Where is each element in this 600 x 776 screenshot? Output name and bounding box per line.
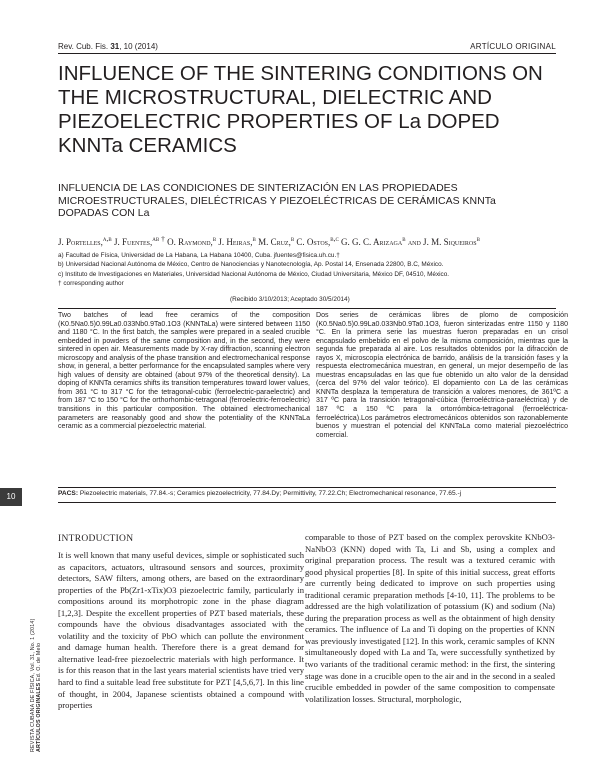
page-number-tab: 10 (0, 488, 22, 506)
author: G. G. C. Arizaga$^b$ (341, 234, 406, 247)
pacs-label: PACS: (58, 490, 79, 497)
received-dates: (Recibido 3/10/2013; Aceptado 30/5/2014) (230, 296, 350, 303)
running-header-citation (58, 42, 158, 51)
volume-number: 31 (110, 42, 120, 51)
author: and J. M. Siqueiros$^b$ (407, 234, 480, 247)
intro-paragraph-left: It is well known that many useful devices, simple or sophisticated such as capacitors, actuators, ultrasound sensors and sources, proximity detectors, SAW filters, among others, are based on the extraordinary properties of the Pb(Zr1-xTix)O3 piezoelectric family, particularly in compositions around its morphotropic zone in the phase diagram [1,2,3]. Despite the excellent properties of PZT based materials, these compounds have the obvious disadvantages associated with the volatility and the toxicity of PbO which can pollute the environment and damage human health. Therefore there is a great demand for alternative lead-free piezoelectric materials with high performance. It is for this reason that in the last years material scientists have tried very hard to find a suitable lead free substitute for PZT [4,5,6,7]. In this line of thought, in 2004, Japanese scientists obtained a compound with properties (58, 550, 304, 711)
author-list (58, 234, 578, 247)
vertical-journal-footer (30, 618, 42, 752)
pacs-rule (58, 502, 556, 503)
side-editor: Ed. O. de Melo (36, 642, 42, 681)
author: M. Cruz,$^b$ (258, 234, 295, 247)
intro-paragraph-right: comparable to those of PZT based on the complex perovskite KNbO3-NaNbO3 (KNN) doped with Ta, Li and Sb, using a complex and original preparation process. The result was a textured ceramic with good physical properties [8]. In spite of this initial success, great efforts are currently being dedicated to improve on such properties using traditional ceramic preparation methods [4-10, 11]. The problems to be addressed are the high volatilization of potassium (K) and sodium (Na) during the preparation process as well as the obtainment of high density ceramics. The influence of La and Ti doping on the properties of KNN was previously investigated [12]. In this work, ceramic samples of KNN simultaneously doped with La and Ta, were successfully synthetized by two variants of the traditional ceramic method: in the first, the sintering stage was done in a crucible open to the air and in the second in a sealed crucible embedded in powder of the same composition to compensate volatilization losses. Structural, morphologic, (305, 532, 555, 704)
article-subtitle-spanish: INFLUENCIA DE LAS CONDICIONES DE SINTERIZACIÓN EN LAS PROPIEDADES MICROESTRUCTURALES, DIELÉCTRICAS Y PIEZOELÉCTRICAS DE CERÁMICAS KNNTa DOPADAS CON La (58, 182, 496, 219)
author: J. Heiras,$^b$ (218, 234, 256, 247)
affiliation-c: c) Instituto de Investigaciones en Materiales, Universidad Nacional Autónoma de México, Ciudad Universitaria, México DF, 04510, México. (58, 270, 450, 278)
affiliations (58, 251, 578, 289)
affiliation-b: b) Universidad Nacional Autónoma de México, Centro de Nanociencias y Nanotecnología, Ap. Postal 14, Ensenada 22800, B.C, México. (58, 261, 444, 269)
side-section: ARTÍCULOS ORIGINALES (36, 682, 42, 752)
body-column-left (58, 550, 304, 712)
article-type-label: ARTÍCULO ORIGINAL (470, 42, 556, 51)
abstract-bottom-rule (58, 487, 556, 488)
introduction-heading: INTRODUCTION (58, 534, 134, 544)
side-journal: REVISTA CUBANA DE FÍSICA, Vol. 31, No. 1 (2014) (30, 618, 36, 752)
author: J. Portelles,$^{a,b}$ (58, 234, 112, 247)
abstract-spanish: Dos series de cerámicas libres de plomo de composición (K0.5Na0.5)0.99La0.033Nb0.9Ta0.1O3, fueron sinterizadas entre 1150 y 1180 °C. En la primera serie las muestras fueron preparadas en un crisol encapsulado embebido en el polvo de la misma composición, mientras que la segunda fue preparada al aire. Los resultados obtenidos por la difracción de rayos X, microscopía electrónica de barrido, análisis de la transición fases y la respuesta electromecánica muestran, en general, un mejor desempeño de las muestras encapsuladas en las que fue obtenido un alto valor de la densidad (cerca del 97% del valor teórico). El dopamiento con La de las cerámicas KNNTa desplaza la temperatura de transición a valores menores, de 361ºC a 317 ºC para la transición tetragonal-cúbica (ferroeléctrica-paraeléctrica) y de 187 ºC a 150 ºC para la ortorrómbica-tetragonal (ferroeléctrica-ferroeléctrica).Los parámetros electromecánicos obtenidos son razonablemente buenos y muestran el potencial del KNNTaLa como material piezoeléctrico comercial. (316, 312, 568, 439)
author: O. Raymond,$^b$ (167, 234, 217, 247)
journal-abbrev: Rev. Cub. Fis. (58, 42, 109, 51)
abstract-english: Two batches of lead free ceramics of the composition (K0.5Na0.5)0.99La0.033Nb0.9Ta0.1O3 (KNNTaLa) were sintered between 1150 and 1180 °C. In the first batch, the samples were prepared in a sealed crucible embedded in powders of the same composition and, in the second, they were sintered in open air. Measurements made by X-ray diffraction, scanning electron microscopy and analysis of the phase transition and electromechanical response show, in general, a better performance for the encapsulated samples where very high values of density are obtained (about 97% of the theoretical density). La doping of KNNTa ceramics shifts its transition temperatures toward lower values, from 361 °C to 317 °C for the tetragonal-cubic (ferroelectric-paraelectric) and from 187 °C to 150 °C for the orthorhombic-tetragonal (ferroelectric-ferroelectric) transitions in this particular composition. The obtained electromechanical parameters are reasonably good and show the potentiality of the KNNTaLa ceramic as a commercial piezoelectric material. (58, 312, 310, 431)
body-column-right (305, 532, 555, 705)
author: J. Fuentes,$^{ab \dagger}$ (113, 234, 165, 247)
affiliation-a: a) Facultad de Física, Universidad de La Habana, La Habana 10400, Cuba. jfuentes@fisica.uh.cu.† (58, 252, 340, 259)
pacs-codes (58, 490, 578, 497)
article-title: INFLUENCE OF THE SINTERING CONDITIONS ON THE MICROSTRUCTURAL, DIELECTRIC AND PIEZOELECTRIC PROPERTIES OF La DOPED KNNTa CERAMICS (58, 62, 543, 157)
pacs-list: Piezoelectric materials, 77.84.-s; Ceramics piezoelectricity, 77.84.Dy; Permittivity, 77.22.Ch; Electromechanical resonance, 77.65.-j (79, 490, 462, 497)
abstract-top-rule (58, 308, 556, 309)
corresponding-author-note: † corresponding author (58, 280, 124, 288)
author: C. Ostos,$^{b,c}$ (296, 234, 339, 247)
header-divider (58, 53, 556, 54)
issue-info: , 10 (2014) (119, 42, 158, 51)
